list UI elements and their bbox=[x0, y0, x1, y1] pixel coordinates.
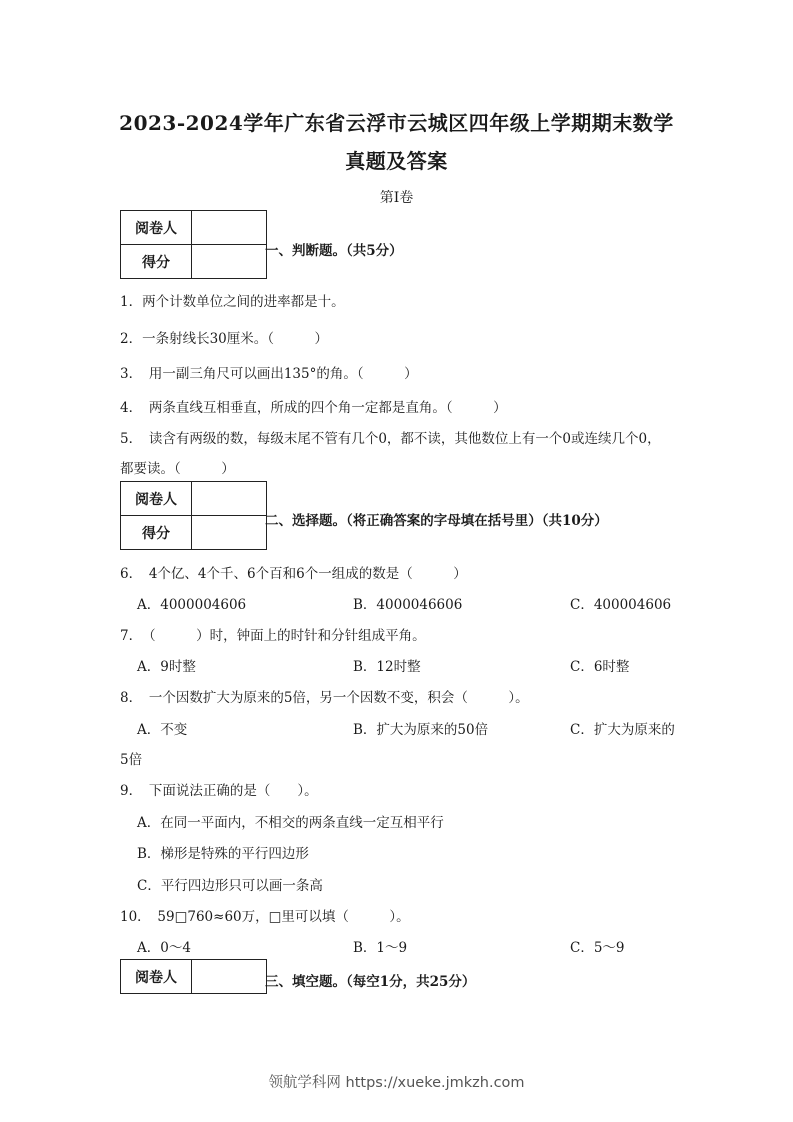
question-1: 1．两个计数单位之间的进率都是十。 bbox=[120, 294, 345, 310]
question-5: 5． 读含有两级的数，每级末尾不管有几个0，都不读，其他数位上有一个0或连续几个0， bbox=[120, 431, 661, 447]
question-4: 4． 两条直线互相垂直，所成的四个角一定都是直角。（ ） bbox=[120, 400, 507, 416]
section-heading-judge: 一、判断题。（共5分） bbox=[265, 243, 403, 259]
question-7-option-a: A．9时整 bbox=[137, 659, 196, 675]
question-9: 9． 下面说法正确的是（ ）。 bbox=[120, 783, 318, 799]
question-6-option-c: C．400004606 bbox=[570, 597, 672, 613]
question-7-option-c: C．6时整 bbox=[570, 659, 630, 675]
section-heading-choice: 二、选择题。（将正确答案的字母填在括号里）（共10分） bbox=[265, 513, 608, 529]
question-9-option-c: C．平行四边形只可以画一条高 bbox=[137, 878, 323, 894]
question-8-option-c-continued: 5倍 bbox=[120, 752, 143, 768]
score-blank bbox=[192, 245, 267, 279]
question-10: 10． 59□760≈60万，□里可以填（ ）。 bbox=[120, 909, 410, 925]
score-label: 得分 bbox=[121, 245, 192, 279]
score-blank bbox=[192, 516, 267, 550]
question-6-option-b: B．4000046606 bbox=[353, 597, 463, 613]
question-7-option-b: B．12时整 bbox=[353, 659, 421, 675]
question-8: 8． 一个因数扩大为原来的5倍，另一个因数不变，积会（ ）。 bbox=[120, 690, 529, 706]
question-8-option-b: B．扩大为原来的50倍 bbox=[353, 722, 489, 738]
question-5-continued: 都要读。（ ） bbox=[120, 461, 235, 477]
reviewer-blank bbox=[192, 482, 267, 516]
question-7: 7． （ ）时，钟面上的时针和分针组成平角。 bbox=[120, 628, 426, 644]
question-10-option-b: B．1～9 bbox=[353, 940, 408, 956]
question-6: 6． 4个亿、4个千、6个百和6个一组成的数是（ ） bbox=[120, 566, 467, 582]
reviewer-blank bbox=[192, 211, 267, 245]
volume-label: 第Ⅰ卷 bbox=[379, 190, 414, 206]
question-6-option-a: A．4000004606 bbox=[137, 597, 247, 613]
score-label: 得分 bbox=[121, 516, 192, 550]
score-box-3 bbox=[120, 959, 267, 994]
reviewer-blank bbox=[192, 960, 267, 994]
reviewer-label: 阅卷人 bbox=[121, 211, 192, 245]
footer-watermark: 领航学科网 https://xueke.jmkzh.com bbox=[268, 1075, 525, 1091]
question-8-option-a: A．不变 bbox=[137, 722, 188, 738]
question-2: 2．一条射线长30厘米。（ ） bbox=[120, 331, 329, 347]
score-box-1 bbox=[120, 210, 267, 279]
question-10-option-a: A．0～4 bbox=[137, 940, 191, 956]
question-9-option-a: A．在同一平面内，不相交的两条直线一定互相平行 bbox=[137, 815, 444, 831]
reviewer-label: 阅卷人 bbox=[121, 960, 192, 994]
score-box-2 bbox=[120, 481, 267, 550]
page-title-line1: 2023-2024学年广东省云浮市云城区四年级上学期期末数学 bbox=[119, 111, 674, 135]
page-title-line2: 真题及答案 bbox=[345, 149, 448, 173]
question-3: 3． 用一副三角尺可以画出135°的角。（ ） bbox=[120, 366, 418, 382]
section-heading-fill: 三、填空题。（每空1分，共25分） bbox=[265, 974, 476, 990]
reviewer-label: 阅卷人 bbox=[121, 482, 192, 516]
question-9-option-b: B．梯形是特殊的平行四边形 bbox=[137, 846, 309, 862]
question-8-option-c: C．扩大为原来的 bbox=[570, 722, 675, 738]
question-10-option-c: C．5～9 bbox=[570, 940, 625, 956]
